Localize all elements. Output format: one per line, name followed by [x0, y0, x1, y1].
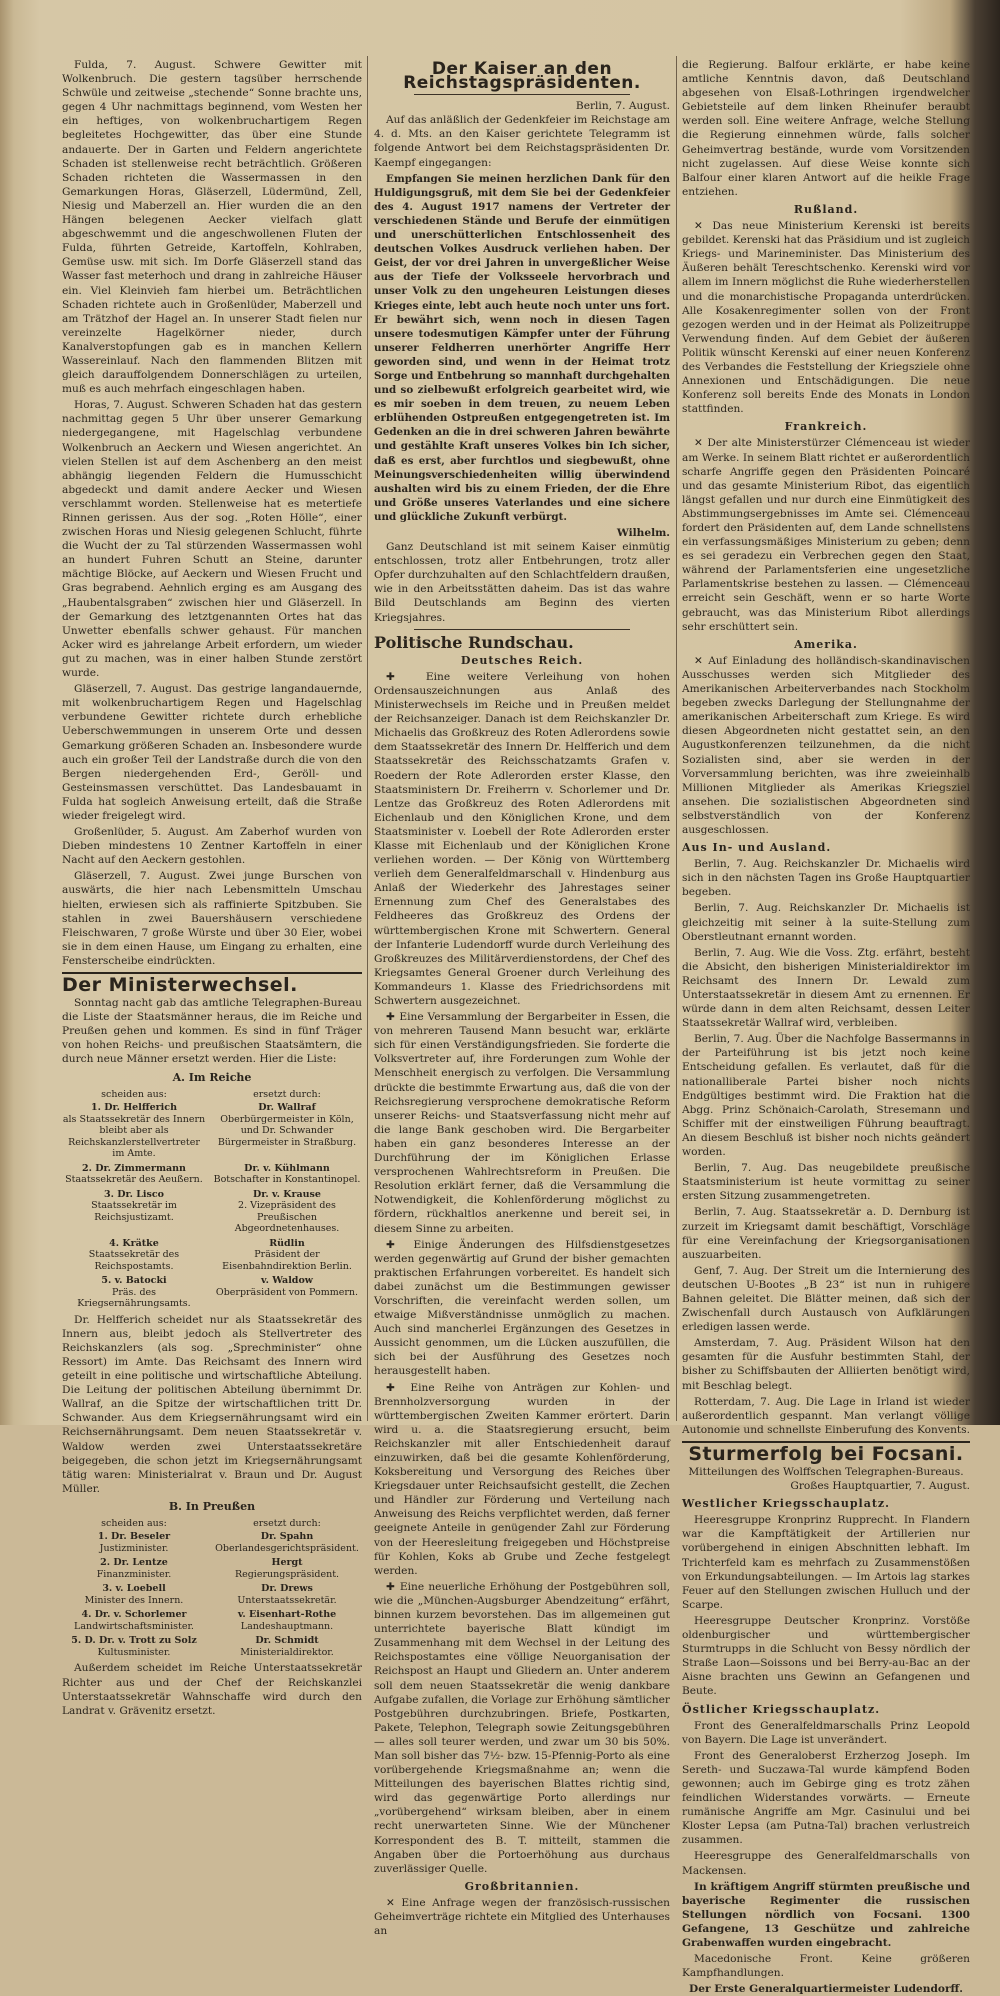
news-item: Berlin, 7. Aug. Reichskanzler Dr. Michaelis wird sich in den nächsten Tagen ins Große Hauptquartier begeben.: [682, 858, 970, 899]
incoming-desc: 2. Vizepräsident des Preußischen Abgeordnetenhauses.: [234, 1200, 340, 1235]
kaiser-telegram: Empfangen Sie meinen herzlichen Dank für den Huldigungsgruß, mit dem Sie bei der Gedenkfeier des 4. August 1917 namens der Vertreter der verschiedenen Stände und Berufe der einmütigen und unerschütterlichen Entschlossenheit des deutschen Volkes Ausdruck verliehen haben. Der Geist, der vor drei Jahren in unvergeßlicher Weise aus der Tiefe der Volksseele hervorbrach und unser Volk zu den ungeheuren Leistungen dieses Krieges einte, lebt auch heute noch unter uns fort. Er bewährt sich, wenn noch in diesen Tagen unsere todesmutigen Kämpfer unter der Führung unserer Feldherren unerhörter Angriffe Herr geworden sind, und wenn in der Heimat trotz Sorge und Entbehrung so mannhaft durchgehalten und so zielbewußt erfolgreich gearbeitet wird, wie es mir soeben in dem treuen, zu neuem Leben erblühenden Ostpreußen entgegengetreten ist. Im Gedenken an die in drei schweren Jahren bewährte und gestählte Kraft unseres Volkes bin Ich sicher, daß es erst, aber furchtlos und siegbewußt, ohne Meinungsverschiedenheiten willig überwindend aushalten wird bis zu einem Frieden, der die Ehre und Größe unseres Vaterlandes und eine sichere und glückliche Zukunft verbürgt.: [374, 172, 670, 523]
article-fulda: Fulda, 7. August. Schwere Gewitter mit Wolkenbruch. Die gestern tagsüber herrschende Schwüle und zeitweise „stechende“ Sonne brachte uns, gegen 4 Uhr nachmittags beginnend, vom Westen her ein heftiges, von wolkenbruchartigem Regen begleitetes Hochgewitter, das über eine Stunde andauerte. Der in Garten und Feldern angerichtete Schaden ist stellenweise recht beträchtlich. Größeren Schaden richteten die Wassermassen in den Gemarkungen Horas, Gläserzell, Lüdermünd, Zell, Niesig und Maberzell an. Hier wurden die an den Hängen belegenen Aecker vielfach glatt abgeschwemmt und die angeschwollenen Fluten der Fulda, führten Getreide, Kartoffeln, Kohlraben, Gemüse usw. mit sich. Im Dorfe Gläserzell stand das Wasser fast meterhoch und drang in zahlreiche Häuser ein. Viel Kleinvieh fam hierbei um. Beträchtlichen Schaden richtete auch in Großenlüder, Maberzell und am Trätzhof der Hagel an. In unserer Stadt fielen nur vereinzelte Hagelkörner nieder, durch Kanalverstopfungen gab es in manchen Kellern Wassereinlauf. Nach den flammenden Blitzen mit gleich darauffolgendem Donnerschlägen zu urteilen, muß es auch mehrfach eingeschlagen haben.: [62, 59, 362, 396]
preussen-list: [62, 1531, 362, 1658]
article-clemenceau: ✕ Der alte Ministerstürzer Clémenceau ist wieder am Werke. In seinem Blatt richtet er außerordentlich scharfe Angriffe gegen den Präsidenten Poincaré und das gesamte Ministerium Ribot, das eigentlich längst gefallen und nur durch eine Einmütigkeit des Abstimmungsergebnisses im Amte sei. Clémenceau fordert den Präsidenten auf, dem Lande schnellstens ein verfassungsmäßiges Ministerium zu geben; denn es sei geradezu ein Verbrechen gegen den Staat, während der Parlamentsferien eine ungesetzliche Parlamentskrise bestehen zu lassen. — Clémenceau erreicht sein Geschäft, wenn er so harte Worte gebraucht, was das Ministerium Ribot allerdings sehr erschüttert sein.: [682, 437, 970, 633]
incoming-desc: Regierungspräsident.: [234, 1568, 340, 1580]
article-kohlen: ✚ Eine Reihe von Anträgen zur Kohlen- und Brennholzversorgung wurden in der württembergischen Zweiten Kammer erörtert. Darin wird u. a. die Staatsregierung ersucht, beim Reichskanzler mit aller Entschiedenheit darauf einzuwirken, daß bei die gesamte Kohlenförderung, Koksbereitung und Versorgung des Reiches über Kriegsdauer unter Reichsaufsicht gestellt, die Zechen und Händler zur Förderung und Verteilung nach Anweisung des Reichs verpflichtet werden, daß ferner geeignete Anteile in genügender Zahl zur Förderung von der Heeresleitung freigegeben und Höchstpreise für Kohlen, Koks ab Grube und Zeche festgelegt werden.: [374, 1381, 670, 1577]
incoming-desc: Präsident der Eisenbahndirektion Berlin.: [222, 1249, 352, 1272]
outgoing-name: 4. Krätke: [109, 1237, 159, 1249]
divider: [414, 629, 630, 630]
list-item: [62, 1557, 362, 1580]
list-header: [62, 1089, 362, 1101]
ersetzt-label: ersetzt durch:: [253, 1088, 321, 1100]
section-amerika: Amerika.: [794, 637, 858, 651]
incoming-name: Hergt: [271, 1557, 303, 1569]
ministerwechsel-intro: Sonntag nacht gab das amtliche Telegraphen-Bureau die Liste der Staatsmänner heraus, die im Reiche und Preußen gehen und kommen. Es sind in fünf Träger von hohen Reichs- und preußischen Staatsämtern, die durch neue Männer ersetzt werden. Hier die Liste:: [62, 997, 362, 1066]
article-kerenski: ✕ Das neue Ministerium Kerenski ist bereits gebildet. Kerenski hat das Präsidium und ist zugleich Kriegs- und Marineminister. Das Ministerium des Äußeren behält Tereschtschenko. Kerenski wird vor allem im Innern möglichst die Ruhe wiederherstellen und die monarchistische Propaganda unterdrücken. Alle Kosakenregimenter sollen von der Front gezogen werden und in der Heimat als Polizeitruppe Verwendung finden. Auf dem Gebiet der äußeren Politik wünscht Kerenski auf einer neuen Konferenz des Verbandes die Feststellung der Kriegsziele ohne Annexionen und Entschädigungen. Die neue Konferenz soll bereits Ende des Monats in London stattfinden.: [682, 220, 970, 416]
news-item: Berlin, 7. Aug. Das neugebildete preußische Staatsministerium ist heute vormittag zu seiner ersten Sitzung zusammengetreten.: [682, 1162, 970, 1203]
report-item: Heeresgruppe Deutscher Kronprinz. Vorstöße oldenburgischer und württembergischer Sturmtrupps in die Schlucht von Bessy nördlich der Straße Laon—Soissons und bei Berry-au-Bac an der Aisne brachten uns Gewinn an Gefangenen und Beute.: [682, 1614, 970, 1698]
report-item: Macedonische Front. Keine größeren Kampfhandlungen.: [682, 1953, 970, 1980]
news-item: Genf, 7. Aug. Der Streit um die Internierung des deutschen U-Bootes „B 23“ ist nun in ruhigere Bahnen geleitet. Die Blätter meinen, daß sich der Zwischenfall durch Austausch von Aufklärungen erledigen lassen werde.: [682, 1264, 970, 1334]
article-anfrage: ✕ Eine Anfrage wegen der französisch-russischen Geheimverträge richtete ein Mitglied des Unterhauses an: [374, 1896, 670, 1938]
divider: [414, 94, 630, 95]
list-item: [62, 1583, 362, 1606]
news-item: Berlin, 7. Aug. Wie die Voss. Ztg. erfährt, besteht die Absicht, den bisherigen Ministerialdirektor im Reichsamt des Innern Dr. Lewald zum Unterstaatssekretär in diesem Amt zu ernennen. Er würde dann in dem alten Reichsamt, dessen Leiter Staatssekretär Wallraf wird, verbleiben.: [682, 946, 970, 1030]
outgoing-name: 5. D. Dr. v. Trott zu Solz: [71, 1635, 197, 1647]
report-item: Front des Generaloberst Erzherzog Joseph. Im Sereth- und Suczawa-Tal wurde kämpfend Boden gewonnen; auch im Gebirge ging es trotz zähen feindlichen Widerstandes vorwärts. — Erneute rumänische Angriffe am Mgr. Casinului und bei Kloster Lepsa (am Putna-Tal) brachen verlustreich zusammen.: [682, 1749, 970, 1847]
news-item: Rotterdam, 7. Aug. Die Lage in Irland ist wieder außerordentlich gespannt. Man verlangt völlige Autonomie und schnellste Einberufung des Konvents.: [682, 1395, 970, 1436]
ministerwechsel-closing: Außerdem scheidet im Reiche Unterstaatssekretär Richter aus und der Chef der Reichskanzlei Unterstaatssekretär Wahnschaffe wird durch den Landrat v. Grävenitz ersetzt.: [62, 1662, 362, 1717]
incoming-desc: Oberlandesgerichtspräsident.: [215, 1542, 359, 1554]
report-signature: Der Erste Generalquartiermeister Ludendorff.: [689, 1983, 963, 1996]
scheiden-label: scheiden aus:: [101, 1088, 167, 1100]
section-west: Westlicher Kriegsschauplatz.: [682, 1497, 890, 1511]
column-middle: [374, 58, 670, 1938]
outgoing-desc: Justizminister.: [99, 1542, 169, 1554]
list-item: [62, 1275, 362, 1310]
section-in-ausland: Aus In- und Ausland.: [682, 841, 832, 855]
news-item: Berlin, 7. Aug. Über die Nachfolge Bassermanns in der Parteiführung ist bis jetzt noch keine Entscheidung gefallen. Es verlautet, daß für die nationalliberale Partei bisher noch nichts Endgültiges bestimmt wird. Die Fraktion hat die Abgg. Prinz Schönaich-Carolath, Stresemann und Schiffer mit der einstweiligen Führung beauftragt. An diesem Beschluß ist bisher noch nichts geändert worden.: [682, 1033, 970, 1159]
article-postgebuehren: ✚ Eine neuerliche Erhöhung der Postgebühren soll, wie die „München-Augsburger Abendzeitung“ erfährt, binnen kurzem bevorstehen. Das im allgemeinen gut unterrichtete bayerische Blatt kündigt im Zusammenhang mit dem Wechsel in der Leitung des Reichspostamtes eine völlige Neuorganisation der Reichspost an Haupt und Gliedern an. Unter anderem soll dem neuen Staatssekretär die wenig dankbare Aufgabe zufallen, die Vorlage zur Erhöhung sämtlicher Postgebühren durchzubringen. Briefe, Postkarten, Pakete, Telephon, Telegraph sowie Zeitungsgebühren — alles soll teurer werden, und zwar um 30 bis 50%. Man soll bisher das 7½- bzw. 15-Pfennig-Porto als eine vorübergehende Kriegsmaßnahme an; wenn die Mitteilungen des bayerischen Blattes richtig sind, wird das gegenwärtige Porto allerdings nur „vorübergehend“ wirksam bleiben, aber in einem recht unerwarteten Sinne. Wie der Münchener Korrespondent des B. T. mitteilt, stammen die Angaben über die Portoerhöhung aus durchaus zuverlässiger Quelle.: [374, 1580, 670, 1875]
incoming-name: Dr. Drews: [261, 1583, 313, 1595]
article-glaeserzell-theft: Gläserzell, 7. August. Zwei junge Burschen von auswärts, die hier nach Lebensmitteln Umschau hielten, erwiesen sich als raffinierte Spitzbuben. Sie stahlen in zwei Bauershäusern verschiedene Fleischwaren, 7 große Würste und über 30 Eier, wobei sie in dem einen Hause, um Eingang zu erhalten, eine Fensterscheibe eindrückten.: [62, 870, 362, 967]
list-header: [62, 1518, 362, 1530]
list-item: [62, 1531, 362, 1554]
incoming-desc: Botschafter in Konstantinopel.: [213, 1174, 361, 1186]
column-left: [62, 58, 362, 1717]
report-item: Front des Generalfeldmarschalls Prinz Leopold von Bayern. Die Lage ist unverändert.: [682, 1719, 970, 1746]
dateline: Berlin, 7. August.: [575, 100, 670, 113]
article-balfour: die Regierung. Balfour erklärte, er habe keine amtliche Kenntnis davon, daß Deutschland abgesehen von Elsaß-Lothringen irgendwelcher Gebietsteile auf dem linken Rheinufer beraubt werden soll. Eine weitere Anfrage, welche Stellung die Regierung einnehmen würde, falls solcher Geheimvertrag bestände, wurde vom Vorsitzenden nicht zugelassen. Auf diese Weise konnte sich Balfour einer klaren Antwort auf die heikle Frage entziehen.: [682, 59, 970, 198]
article-glaeserzell: Gläserzell, 7. August. Das gestrige langandauernde, mit wolkenbruchartigem Regen und Hagelschlag verbundene Gewitter richtete durch erhebliche Ueberschwemmungen in unserem Orte und dessen Gemarkung größeren Schaden an. Insbesondere wurde auch ein großer Teil der Landstraße durch die von den Bergen niedergehenden Erd-, Geröll- und Gesteinsmassen verschüttet. Das Landesbauamt in Fulda hat sogleich Anweisung erteilt, daß die Straße wieder freigelegt wird.: [62, 683, 362, 822]
ersetzt-label: ersetzt durch:: [253, 1517, 321, 1529]
incoming-desc: Unterstaatssekretär.: [237, 1594, 337, 1606]
news-item: Berlin, 7. Aug. Staatssekretär a. D. Dernburg ist zurzeit im Kriegsamt damit beschäftigt, Vorschläge für eine Vereinfachung der Kriegsorganisationen auszuarbeiten.: [682, 1206, 970, 1261]
column-rule: [676, 56, 677, 1421]
scheiden-label: scheiden aus:: [101, 1517, 167, 1529]
section-deutsches-reich: Deutsches Reich.: [460, 653, 584, 667]
incoming-name: Dr. v. Kühlmann: [244, 1162, 330, 1174]
report-item: In kräftigem Angriff stürmten preußische und bayerische Regimenter die russischen Stellungen nördlich von Focsani. 1300 Gefangene, 13 Geschütze und zahlreiche Grabenwaffen wurden eingebracht.: [682, 1880, 970, 1949]
article-bergarbeiter: ✚ Eine Versammlung der Bergarbeiter in Essen, die von mehreren Tausend Mann besucht war, erklärte sich für einen Verständigungsfrieden. Sie forderte die Volksvertreter auf, ihre Forderungen zum Wohle der Menschheit energisch zu verfolgen. Die Versammlung drückte die bestimmte Erwartung aus, daß die von der Reichsregierung versprochene demokratische Reform unserer Reichs- und Staatsverfassung nicht mehr auf die lange Bank geschoben wird. Die Bergarbeiter haben ein ganz besonderes Interesse an der Durchführung der im Königlichen Erlasse versprochenen Wahlrechtsreform in Preußen. Die Resolution erklärt ferner, daß die Versammlung die Notwendigkeit, die Kohlenförderung möglichst zu fördern, rückhaltlos anerkenne und bereit sei, in diesem Sinne zu arbeiten.: [374, 1011, 670, 1235]
list-item: [62, 1163, 362, 1186]
outgoing-desc: Staatssekretär des Reichspostamts.: [88, 1249, 180, 1272]
article-orden: ✚ Eine weitere Verleihung von hohen Ordensauszeichnungen aus Anlaß des Ministerwechsels im Reiche und in Preußen meldet der Reichsanzeiger. Danach ist dem Reichskanzler Dr. Michaelis das Großkreuz des Roten Adlerordens sowie dem Staatssekretär des Innern Dr. Helfferich und dem Staatssekretär des Reichsschatzamts Grafen v. Roedern der Rote Adlerorden erster Klasse, den Staatsministern Dr. Freiherrn v. Schorlemer und Dr. Lentze das Großkreuz des Roten Adlerordens mit Eichenlaub und den Königlichen Krone, und dem Staatsminister v. Loebell der Rote Adlerorden erster Klasse mit Eichenlaub und der Königlichen Krone verliehen worden. — Der König von Württemberg verlieh dem Generalfeldmarschall v. Hindenburg aus Anlaß der Wiederkehr des Jahrestages seiner Ernennung zum Chef des Generalstabes des Feldheeres das Großkreuz des Ordens der württembergischen Krone mit Schwertern. General der Infanterie Ludendorff wurde durch Verleihung des Großkreuzes des Militärverdienstordens, der Chef des Kriegsamtes General Groener durch Verleihung des Kommandeurs 1. Klasse des Friedrichsordens mit Schwertern ausgezeichnet.: [374, 670, 670, 1007]
outgoing-name: 1. Dr. Beseler: [97, 1531, 171, 1543]
list-item: [62, 1102, 362, 1160]
report-item: Heeresgruppe Kronprinz Rupprecht. In Flandern war die Kampftätigkeit der Artillerien nur vorübergehend in einigen Abschnitten lebhaft. Im Trichterfeld kam es mehrfach zu Zusammenstößen von Erkundungsabteilungen. — Im Artois lag starkes Feuer auf den Stellungen zwischen Hulluch und der Scarpe.: [682, 1514, 970, 1611]
outgoing-desc: Kultusminister.: [97, 1646, 171, 1658]
section-russland: Rußland.: [793, 202, 859, 216]
outgoing-desc: Staatssekretär im Reichsjustizamt.: [91, 1200, 177, 1223]
kaiser-intro: Auf das anläßlich der Gedenkfeier im Reichstage am 4. d. Mts. an den Kaiser gerichtete Telegramm ist folgende Antwort bei dem Reichstagspräsidenten Dr. Kaempf eingegangen:: [374, 114, 670, 169]
column-right: [682, 58, 970, 1996]
incoming-desc: Oberbürgermeister in Köln, und Dr. Schwander Bürgermeister in Straßburg.: [217, 1113, 357, 1148]
outgoing-desc: Staatssekretär des Aeußern.: [65, 1174, 203, 1186]
report-item: Heeresgruppe des Generalfeldmarschalls von Mackensen.: [682, 1850, 970, 1877]
section-frankreich: Frankreich.: [784, 420, 868, 434]
report-source: Mitteilungen des Wolffschen Telegraphen-Bureaus.: [688, 1466, 964, 1478]
outgoing-desc: Finanzminister.: [96, 1568, 172, 1580]
outgoing-desc: Landwirtschaftsminister.: [74, 1620, 194, 1632]
incoming-name: Dr. Spahn: [260, 1531, 314, 1543]
outgoing-name: 3. Dr. Lisco: [104, 1188, 164, 1200]
article-hilfsdienst: ✚ Einige Änderungen des Hilfsdienstgesetzes werden gegenwärtig auf Grund der bisher gemachten praktischen Erfahrungen vorbereitet. Es handelt sich dabei zunächst um die Bestimmungen gewisser Vorschriften, die vereinfacht werden sollen, um etwaige Mißverständnisse unmöglich zu machen. Auch sind mancherlei Ergänzungen des Gesetzes in Aussicht genommen, um die Lücken auszufüllen, die sich bei der Ausführung des Gesetzes noch herausgestellt haben.: [374, 1238, 670, 1378]
incoming-desc: Oberpräsident von Pommern.: [215, 1286, 359, 1298]
outgoing-name: 3. v. Loebell: [102, 1583, 166, 1595]
outgoing-name: 2. Dr. Lentze: [100, 1557, 168, 1569]
outgoing-desc: Präs. des Kriegsernährungsamts.: [77, 1286, 191, 1310]
incoming-name: Dr. v. Krause: [253, 1188, 321, 1200]
incoming-name: v. Eisenhart-Rothe: [237, 1609, 337, 1621]
column-rule: [367, 56, 368, 1421]
incoming-desc: Landeshauptmann.: [240, 1620, 334, 1632]
incoming-name: Rüdlin: [269, 1237, 305, 1249]
section-ost: Östlicher Kriegsschauplatz.: [682, 1702, 881, 1716]
headline-sturmerfolg: Sturmerfolg bei Focsani.: [688, 1442, 964, 1465]
list-item: [62, 1189, 362, 1235]
headline-kaiser: Der Kaiser an den Reichstagspräsidenten.: [403, 59, 641, 94]
incoming-desc: Ministerialdirektor.: [240, 1646, 334, 1658]
outgoing-name: 2. Dr. Zimmermann: [82, 1162, 186, 1174]
outgoing-desc: als Staatssekretär des Innern bleibt aber als Reichskanzlerstellvertreter im Amte.: [62, 1113, 206, 1160]
article-amerika: ✕ Auf Einladung des holländisch-skandinavischen Ausschusses werden sich Mitglieder des Amerikanischen Arbeiterverbandes nach Stockholm begeben zwecks Darlegung der Stellungnahme der amerikanischen Arbeiterschaft zum Kriege. Es wird diesen Abgeordneten nicht gestattet sein, an den Augustkonferenzen teilzunehmen, da die nicht Sozialisten sind, aber sie werden in der Vorversammlung berichten, was ihre zweieinhalb Millionen Mitglieder als Amerikas Kriegsziel ansehen. Die sozialistischen Abgeordneten sind selbstverständlich von der Konferenz ausgeschlossen.: [682, 654, 970, 836]
dateline: Großes Hauptquartier, 7. August.: [790, 1480, 970, 1493]
list-item: [62, 1238, 362, 1273]
incoming-name: Dr. Schmidt: [255, 1635, 319, 1647]
news-item: Amsterdam, 7. Aug. Präsident Wilson hat den gesamten für die Ausfuhr bestimmten Stahl, der bisher zu Schiffsbauten der Alliierten benötigt wird, mit Beschlag belegt.: [682, 1337, 970, 1392]
kaiser-comment: Ganz Deutschland ist mit seinem Kaiser einmütig entschlossen, trotz aller Entbehrungen, trotz aller Opfer durchzuhalten auf den Schlachtfeldern draußen, wie in den Arbeitsstätten daheim. Das ist das wahre Bild Deutschlands am Beginn des vierten Kriegsjahres.: [374, 541, 670, 624]
section-grossbritannien: Großbritannien.: [464, 1879, 580, 1893]
outgoing-name: 4. Dr. v. Schorlemer: [81, 1609, 187, 1621]
incoming-name: Dr. Wallraf: [258, 1102, 316, 1114]
outgoing-desc: Minister des Innern.: [84, 1594, 184, 1606]
headline-rundschau: Politische Rundschau.: [374, 632, 574, 652]
reich-list: [62, 1102, 362, 1310]
news-item: Berlin, 7. Aug. Reichskanzler Dr. Michaelis ist gleichzeitig mit seiner à la suite-Stellung zum Oberstleutnant ernannt worden.: [682, 902, 970, 943]
list-item: [62, 1609, 362, 1632]
headline-ministerwechsel: Der Ministerwechsel.: [62, 974, 298, 996]
outgoing-name: 1. Dr. Helfferich: [91, 1102, 177, 1114]
outgoing-name: 5. v. Batocki: [101, 1275, 167, 1287]
incoming-name: v. Waldow: [261, 1275, 313, 1287]
section-reich: A. Im Reiche: [172, 1070, 252, 1084]
article-horas: Horas, 7. August. Schweren Schaden hat das gestern nachmittag gegen 5 Uhr über unserer Gemarkung niedergegangene, mit Hagelschlag verbundene Wolkenbruch an Aeckern und Wiesen angerichtet. An vielen Stellen ist auf dem Aschenberg an den meist abhängig liegenden Feldern die Humusschicht abgedeckt und damit andere Aecker und Wiesen verschlammt worden. Stellenweise hat es metertiefe Rinnen gerissen. Aus der sog. „Roten Hölle“, einer zwischen Horas und Niesig gelegenen Schlucht, führte die Wucht der zu Tal stürzenden Wassermassen wohl an hundert Fuhren Schutt an Steine, darunter mächtige Blöcke, auf Aeckern und Wiesen Frucht und Gras begrabend. Aehnlich erging es am Ausgang des „Haubentalsgraben“ zwischen hier und Gläserzell. In der Gemarkung des letztgenannten Ortes hat das Unwetter ebenfalls schwer gehaust. Für manchen Acker wird es jahrelange Arbeit erfordern, um wieder gut zu machen, was in einer halben Stunde zerstört wurde.: [62, 399, 362, 680]
list-item: [62, 1635, 362, 1658]
ministerwechsel-details: Dr. Helfferich scheidet nur als Staatssekretär des Innern aus, bleibt jedoch als Stellvertreter des Reichskanzlers (als sog. „Sprechminister“ ohne Ressort) im Amte. Das Reichsamt des Innern wird geteilt in eine politische und wirtschaftliche Abteilung. Die Leitung der politischen Abteilung übernimmt Dr. Wallraf, an die Spitze der wirtschaftlichen tritt Dr. Schwander. Aus dem Kriegsernährungsamt wird ein Reichsernährungsamt. Dem neuen Staatssekretär v. Waldow werden zwei Unterstaatssekretäre beigegeben, die schon jetzt im Kriegsernährungsamt tätig waren: Ministerialrat v. Braun und Dr. August Müller.: [62, 1313, 362, 1495]
article-grossenlueder: Großenlüder, 5. August. Am Zaberhof wurden von Dieben mindestens 10 Zentner Kartoffeln in einer Nacht auf den Aeckern gestohlen.: [62, 826, 362, 867]
signature: Wilhelm.: [616, 527, 670, 539]
section-preussen: B. In Preußen: [168, 1499, 256, 1513]
